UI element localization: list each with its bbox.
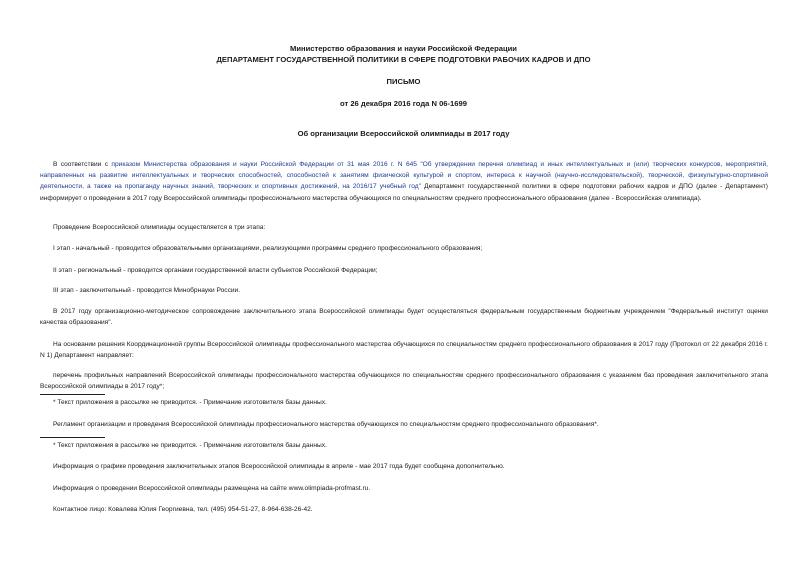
department-name: ДЕПАРТАМЕНТ ГОСУДАРСТВЕННОЙ ПОЛИТИКИ В СФЕРЕ ПОДГОТОВКИ РАБОЧИХ КАДРОВ И ДПО xyxy=(216,55,591,64)
footnote-1: * Текст приложения в рассылке не приводится. - Примечание изготовителя базы данных. xyxy=(53,399,327,406)
document-date: от 26 декабря 2016 года N 06-1699 xyxy=(340,99,467,108)
website-paragraph: Информация о проведении Всероссийской олимпиады размещена на сайте www.olimpiada-profmast.ru. xyxy=(53,485,371,492)
stage-3: III этап - заключительный - проводится Минобрнауки России. xyxy=(53,287,241,294)
regulation-paragraph: Регламент организации и проведения Всероссийской олимпиады профессионального мастерства обучающихся по специальностям среднего профессионального образования*. xyxy=(53,421,599,428)
basis-paragraph: На основании решения Координационной группы Всероссийской олимпиады профессионального мастерства обучающихся по специальностям среднего профессионального образования в 2017 году (Протокол от 22 декабря 2016 г. N 1) Департамент направляет: xyxy=(40,341,768,360)
footnote-2: * Текст приложения в рассылке не приводится. - Примечание изготовителя базы данных. xyxy=(53,442,327,449)
intro-prefix: В соответствии с xyxy=(53,161,112,168)
ministry-name: Министерство образования и науки Российской Федерации xyxy=(290,44,517,53)
order-link[interactable]: приказом Министерства образования и науки Российской Федерации от 31 мая 2016 г. N 645 "Об утверждении перечня олимпиад и иных интеллектуальных и (или) творческих конкурсов, мероприятий, направленных на развитие интеллектуальных и творческих способностей, способностей к занятиям физической культурой и спортом, интереса к научной (научно-исследовательской), творческой, физкультурно-спортивной деятельности, а также на пропаганду научных знаний, творческих и спортивных достижений, на 2016/17 учебный год" xyxy=(40,161,769,191)
support-paragraph: В 2017 году организационно-методическое сопровождение заключительного этапа Всероссийской олимпиады будет осуществляться федеральным государственным бюджетным учреждением "Федеральный институт оценки качества образования". xyxy=(40,308,768,327)
profile-list-item: перечень профильных направлений Всероссийской олимпиады профессионального мастерства обучающихся по специальностям среднего профессионального образования с указанием баз проведения заключительного этапа Всероссийской олимпиады в 2017 году*; xyxy=(40,372,768,391)
document-type: ПИСЬМО xyxy=(386,77,421,86)
intro-paragraph xyxy=(40,159,768,204)
contact-paragraph: Контактное лицо: Ковалева Юлия Георгиевна, тел. (495) 954-51-27, 8-964-638-26-42. xyxy=(53,506,313,513)
stages-intro: Проведение Всероссийской олимпиады осуществляется в три этапа: xyxy=(53,224,266,231)
schedule-paragraph: Информация о графике проведения заключительных этапов Всероссийской олимпиады в апреле - мае 2017 года будет сообщена дополнительно. xyxy=(53,463,505,470)
stage-2: II этап - региональный - проводится органами государственной власти субъектов Российской Федерации; xyxy=(53,267,378,274)
document-subject: Об организации Всероссийской олимпиады в 2017 году xyxy=(297,129,510,138)
intro-suffix: Департамент государственной политики в сфере подготовки рабочих кадров и ДПО (далее - Департамент) информирует о проведении в 2017 году Всероссийской олимпиады профессионального мастерства обучающихся по специальностям среднего профессионального образования (далее - Всероссийская олимпиада). xyxy=(40,183,768,202)
footnote-divider xyxy=(40,437,105,438)
footnote-divider xyxy=(40,394,105,395)
stage-1: I этап - начальный - проводится образовательными организациями, реализующими программы среднего профессионального образования; xyxy=(53,245,483,252)
